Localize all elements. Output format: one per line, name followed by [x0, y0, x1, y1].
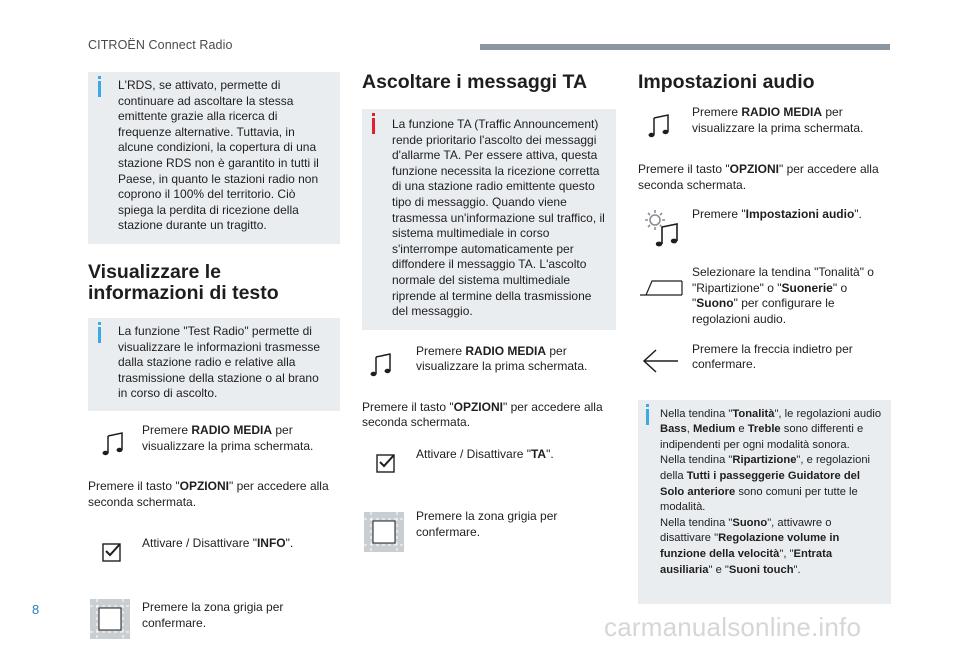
info-box-audio [638, 400, 891, 605]
info-box-text-radio [88, 318, 340, 411]
step-back-arrow [638, 342, 891, 382]
section-title-ta: Ascoltare i messaggi TA [362, 71, 588, 93]
step-radio-media-text: Premere RADIO MEDIA per visualizzare la prima schermata. [142, 422, 314, 453]
back-arrow-icon [638, 342, 692, 382]
checkbox-icon [88, 536, 142, 576]
page-number: 8 [32, 602, 40, 617]
info-text-radio-text: La funzione "Test Radio" permette di visualizzare le informazioni trasmesse dalla stazione radio e relative alla trasmissione della stazione o al brano in corso di ascolto. [118, 323, 321, 401]
watermark: carmanualsonline.info [604, 612, 862, 642]
info-audio-line-ripartizione: Nella tendina "Ripartizione", e regolazioni della Tutti i passeggerie Guidatore del Solo anteriore sono comuni per tutte le modalità. [660, 454, 871, 514]
column-audio-settings [638, 72, 891, 604]
warning-icon [372, 118, 375, 134]
info-audio-line-tonalita: Nella tendina "Tonalità", le regolazioni audio Bass, Medium e Treble sono differenti e indipendenti per ogni modalità sonora. [660, 407, 882, 451]
music-note-icon [362, 344, 416, 384]
info-icon [646, 409, 649, 425]
info-box-rds [88, 72, 340, 244]
options-instruction: Premere il tasto "OPZIONI" per accedere alla seconda schermata. [638, 162, 879, 192]
info-rds-text: L'RDS, se attivato, permette di continuare ad ascoltare la stessa emittente grazie alla ricerca di frequenze alternative. Tuttavia, in alcune condizioni, la copertura di una stazione RDS non è garantito in tutti il Paese, in quanto le stazioni radio non coprono il 100% del territorio. Ciò spiega la perdita di ricezione della stazione durante un tragitto. [118, 78, 319, 233]
step-radio-media [638, 105, 891, 145]
step-confirm-grey [88, 600, 340, 640]
grey-zone-icon [88, 600, 142, 640]
music-note-icon [88, 423, 142, 463]
step-radio-media-text: Premere RADIO MEDIA per visualizzare la prima schermata. [692, 105, 864, 135]
step-radio-media [362, 344, 616, 384]
section-title-audio: Impostazioni audio [638, 71, 815, 93]
info-icon [98, 327, 101, 343]
step-confirm-grey [362, 509, 616, 549]
step-toggle-ta-text: Attivare / Disattivare "TA". [416, 446, 554, 461]
step-select-tab-text: Selezionare la tendina "Tonalità" o "Ripartizione" o "Suonerie" o "Suono" per configurare le regolazioni audio. [692, 265, 874, 326]
info-icon [98, 81, 101, 97]
audio-settings-icon [638, 207, 692, 255]
options-instruction: Premere il tasto "OPZIONI" per accedere alla seconda schermata. [88, 478, 329, 509]
column-ta-messages [362, 72, 616, 549]
step-select-tab [638, 265, 891, 327]
grey-zone-icon [362, 509, 416, 549]
options-instruction: Premere il tasto "OPZIONI" per accedere alla seconda schermata. [362, 399, 603, 430]
warning-ta-text: La funzione TA (Traffic Announcement) rende prioritario l'ascolto dei messaggi d'allarme TA. Per essere attiva, questa funzione necessita la ricezione corretta di una stazione radio emittente questo tipo di messaggio. Quando viene trasmessa un'informazione sul traffico, il sistema multimediale in corso s'interrompe automaticamente per diffondere il messaggio TA. L'ascolto normale del sistema multimediale riprende al termine della trasmissione del messaggio. [392, 117, 605, 319]
step-toggle-info [88, 536, 340, 576]
step-confirm-grey-text: Premere la zona grigia per confermare. [416, 508, 558, 539]
step-audio-settings-text: Premere "Impostazioni audio". [692, 207, 862, 222]
warning-box-ta [362, 109, 616, 330]
step-radio-media-text: Premere RADIO MEDIA per visualizzare la prima schermata. [416, 343, 588, 374]
step-toggle-ta [362, 447, 616, 487]
header-title: CITROËN Connect Radio [88, 38, 233, 52]
column-text-info [88, 72, 340, 640]
info-audio-line-suono: Nella tendina "Suono", attivawre o disattivare "Regolazione volume in funzione della velocità", "Entrata ausiliaria" e "Suoni touch". [660, 516, 840, 576]
step-audio-settings [638, 207, 891, 255]
step-confirm-grey-text: Premere la zona grigia per confermare. [142, 600, 284, 630]
section-title-text-info: Visualizzare le informazioni di testo [88, 260, 279, 304]
step-back-arrow-text: Premere la freccia indietro per confermare. [692, 341, 853, 372]
header-bar [480, 44, 890, 50]
step-toggle-info-text: Attivare / Disattivare "INFO". [142, 536, 294, 551]
music-note-icon [638, 105, 692, 145]
checkbox-icon [362, 447, 416, 487]
tab-selector-icon [638, 265, 692, 305]
step-radio-media [88, 423, 340, 463]
